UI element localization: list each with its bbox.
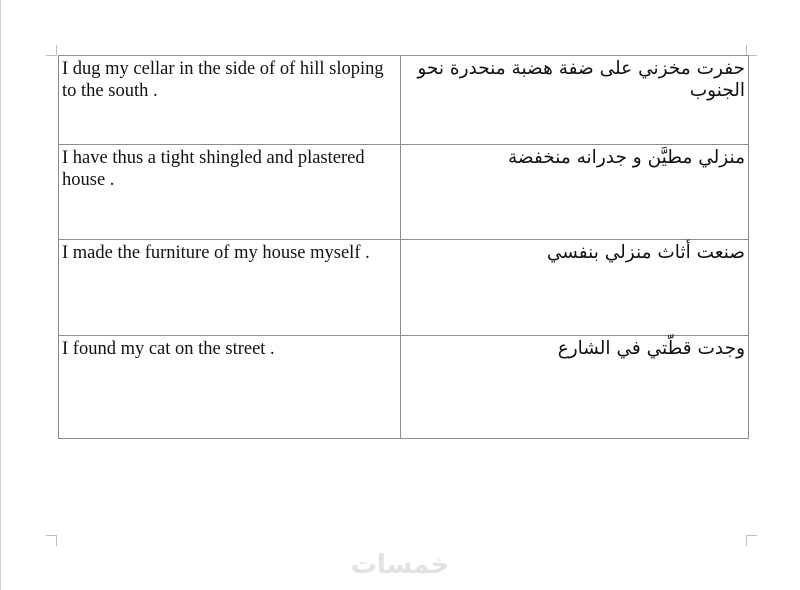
translation-table: [58, 55, 749, 439]
arabic-cell: حفرت مخزني على ضفة هضبة منحدرة نحو الجنوب: [401, 56, 749, 145]
watermark-logo: خمسات: [350, 550, 450, 580]
english-cell: I found my cat on the street .: [59, 336, 401, 439]
arabic-cell: منزلي مطيَّن و جدرانه منخفضة: [401, 145, 749, 240]
margin-corner-top-left: [46, 45, 57, 56]
english-cell: I dug my cellar in the side of of hill sloping to the south .: [59, 56, 401, 145]
margin-corner-bottom-right: [746, 535, 757, 546]
table-row: [59, 56, 749, 145]
arabic-cell: وجدت قطّتي في الشارع: [401, 336, 749, 439]
page-left-edge: [0, 0, 1, 590]
arabic-cell: صنعت أثاث منزلي بنفسي: [401, 240, 749, 336]
english-cell: I have thus a tight shingled and plastered house .: [59, 145, 401, 240]
english-cell: I made the furniture of my house myself .: [59, 240, 401, 336]
margin-corner-bottom-left: [46, 535, 57, 546]
table-row: [59, 145, 749, 240]
table-row: [59, 240, 749, 336]
table-row: [59, 336, 749, 439]
